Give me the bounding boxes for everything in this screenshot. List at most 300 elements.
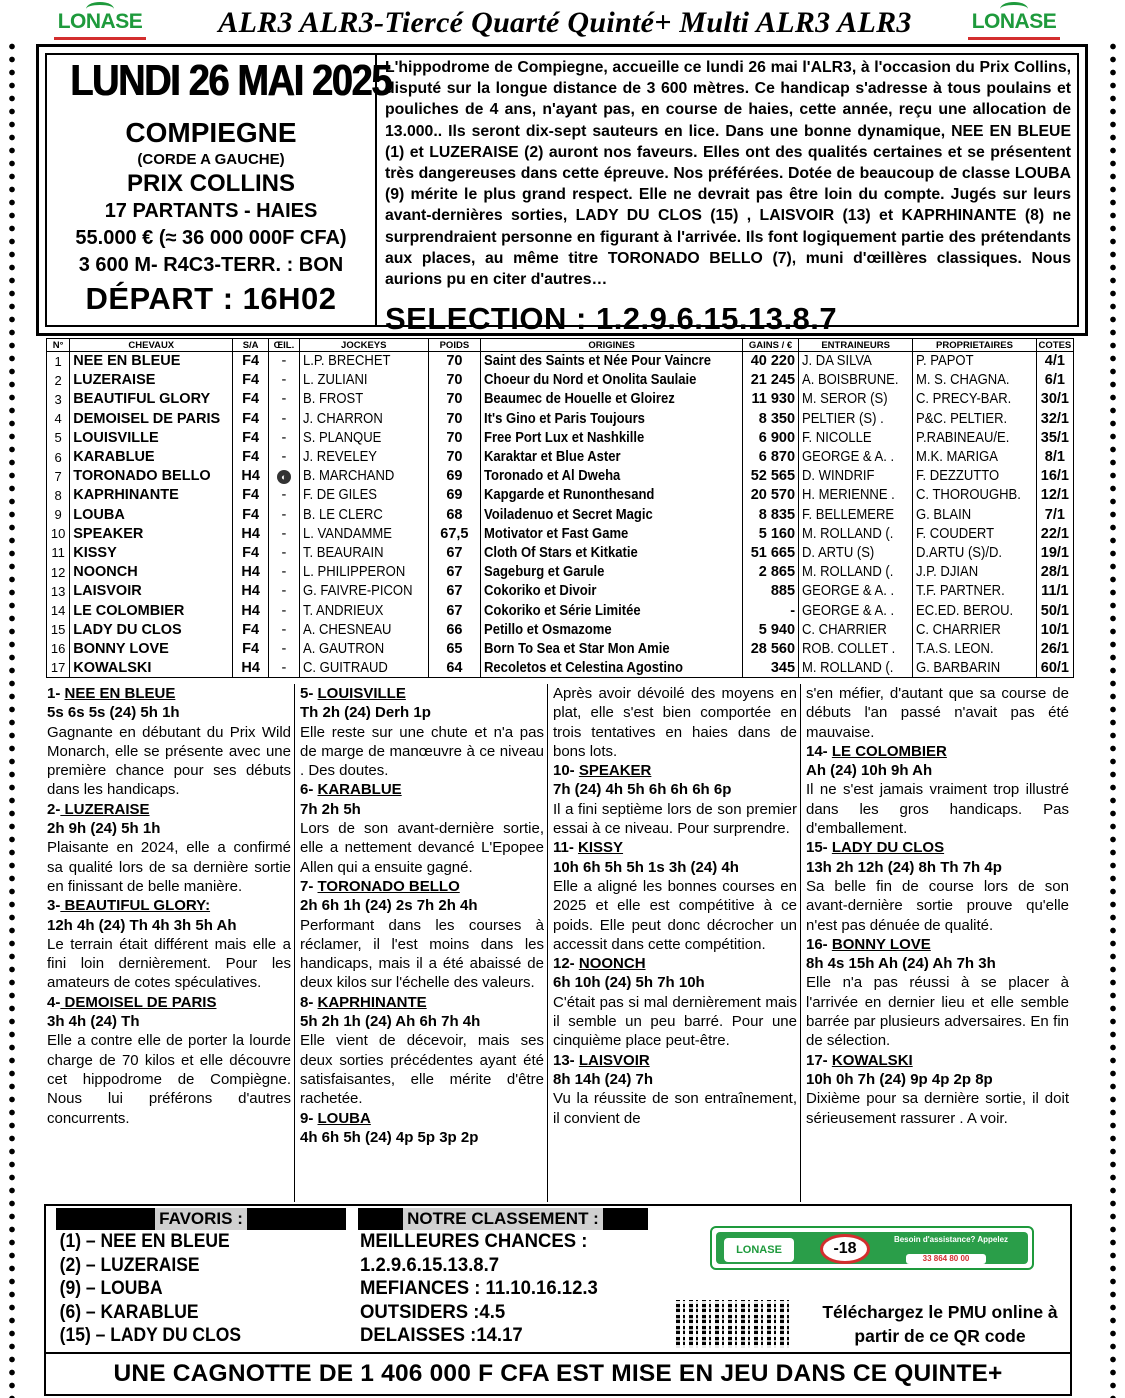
favorites-title: FAVORIS : (155, 1208, 247, 1230)
table-header-row (47, 339, 1074, 352)
commentary-continuation: Après avoir dévoilé des moyens en plat, elle s'est bien comportée en trois tentatives en haies dans de bons lots. (553, 685, 797, 760)
cell-jockey: S. PLANQUE (299, 428, 428, 447)
cell-trainer: ROB. COLLET . (799, 639, 913, 658)
cell-weight: 69 (428, 467, 481, 486)
favorite-item: (6) – KARABLUE (59, 1301, 199, 1323)
horse-heading: 10- SPEAKER (553, 762, 652, 780)
cell-trainer: D. WINDRIF (799, 467, 913, 486)
horse-heading: 5- LOUISVILLE (300, 685, 406, 702)
lonase-logo-left: LONASE (48, 8, 152, 42)
cell-owner: C. CHARRIER (913, 620, 1037, 639)
cell-sex-age: F4 (233, 620, 269, 639)
cell-origins: Voiladenuo et Secret Magic (481, 505, 743, 524)
table-row (47, 505, 1074, 524)
cell-jockey: J. REVELEY (299, 447, 428, 466)
cell-origins: Choeur du Nord et Onolita Saulaie (481, 371, 743, 390)
cell-odds: 60/1 (1036, 659, 1073, 678)
col-header: ŒIL. (268, 339, 299, 352)
cell-blinkers: - (268, 659, 299, 678)
horse-heading: 3- BEAUTIFUL GLORY: (47, 897, 211, 915)
cell-origins: Beaumec de Houelle et Gloirez (481, 390, 743, 409)
cell-owner: F. DEZZUTTO (913, 467, 1037, 486)
cell-origins: Free Port Lux et Nashkille (481, 428, 743, 447)
table-row (47, 409, 1074, 428)
cell-blinkers: - (268, 563, 299, 582)
col-header: S/A (233, 339, 269, 352)
horse-form: 2h 6h 1h (24) 2s 7h 2h 4h (300, 897, 478, 915)
horse-form: 7h 2h 5h (300, 800, 361, 818)
horse-heading: 11- KISSY (553, 839, 624, 857)
cell-jockey: L. VANDAMME (299, 524, 428, 543)
ranking-item: MEILLEURES CHANCES : (360, 1230, 588, 1252)
cell-owner: J.P. DJIAN (913, 563, 1037, 582)
table-row (47, 467, 1074, 486)
blinkers-icon: ◐ (268, 467, 299, 486)
cell-weight: 67 (428, 601, 481, 620)
table-row (47, 390, 1074, 409)
cell-owner: T.F. PARTNER. (913, 582, 1037, 601)
cell-trainer: GEORGE & A. . (799, 601, 913, 620)
horse-comment: Elle reste sur une chute et n'a pas de marge de manœuvre à ce niveau . Des doutes. (300, 723, 544, 780)
cell-jockey: B. FROST (299, 390, 428, 409)
commentary-column-3 (550, 684, 801, 1202)
favorite-item: (1) – NEE EN BLEUE (59, 1231, 230, 1252)
cell-odds: 12/1 (1036, 486, 1073, 505)
cell-horse: NEE EN BLEUE (70, 352, 233, 371)
cell-origins: Born To Sea et Star Mon Amie (481, 639, 743, 658)
horse-heading: 4- DEMOISEL DE PARIS (47, 993, 217, 1011)
cell-jockey: B. MARCHAND (299, 467, 428, 486)
assistance-phone: 33 864 80 00 (906, 1254, 986, 1264)
cell-origins: Cokoriko et Série Limitée (481, 601, 743, 620)
cell-sex-age: F4 (233, 371, 269, 390)
ranking-item: DELAISSES :14.17 (360, 1324, 523, 1346)
horse-form: Ah (24) 10h 9h Ah (806, 762, 933, 780)
cell-horse: LUZERAISE (70, 371, 233, 390)
horse-heading: 15- LADY DU CLOS (806, 839, 945, 857)
ranking-item: MEFIANCES : 11.10.16.12.3 (360, 1277, 598, 1299)
cell-sex-age: F4 (233, 447, 269, 466)
cell-owner: G. BARBARIN (913, 659, 1037, 678)
cell-number: 13 (47, 582, 70, 601)
cell-trainer: J. DA SILVA (799, 352, 913, 371)
horse-comment: Plaisante en 2024, elle a confirmé sa qualité lors de sa dernière sortie en finissant de belle manière. (47, 839, 291, 895)
cell-owner: P. PAPOT (913, 352, 1037, 371)
cell-trainer: M. SEROR (S) (799, 390, 913, 409)
race-presentation: L'hippodrome de Compiegne, accueille ce lundi 26 mai l'ALR3, à l'occasion du Prix Collins, disputé sur la longue distance de 3 600 mètres. Ce handicap s'adresse à tous poulains et pouliches de 4 ans, n'ayant pas, en course de haies, cette année, reçu une allocation de 13.000.. Ils seront dix-sept sauteurs en lice. Dans une bonne dynamique, NEE EN BLEUE (1) et LUZERAISE (2) auront nos faveurs. Elles ont des qualités certaines et se présentent très dangereuses dans cette épreuve. Nos préférées. Dotée de beaucoup de classe LOUBA (9) mérite le plus grand respect. Elle ne devrait pas être loin du compte. Jugés sur leurs avant-dernières sorties, LADY DU CLOS (15) , LAISVOIR (13) et KAPRHINANTE (8) ne surprendraient personne en figurant à l'arrivée. Ils font logiquement partie des prétendants aux places, au même titre TORONADO BELLO (7), muni d'œillères classiques. Nous aurions pu en citer d'autres… (385, 59, 1071, 289)
cell-horse: LE COLOMBIER (70, 601, 233, 620)
cell-odds: 35/1 (1036, 428, 1073, 447)
cell-earnings: 21 245 (743, 371, 799, 390)
cell-weight: 67,5 (428, 524, 481, 543)
table-row (47, 352, 1074, 371)
cell-trainer: GEORGE & A. . (799, 582, 913, 601)
col-header: COTES (1036, 339, 1073, 352)
cell-trainer: F. NICOLLE (799, 428, 913, 447)
horse-form: 6h 10h (24) 5h 7h 10h (553, 974, 705, 992)
cell-origins: Kapgarde et Runonthesand (481, 486, 743, 505)
horse-heading: 17- KOWALSKI (806, 1051, 913, 1069)
cell-weight: 64 (428, 659, 481, 678)
cell-trainer: GEORGE & A. . (799, 447, 913, 466)
cell-trainer: M. ROLLAND (. (799, 563, 913, 582)
cell-origins: Toronado et Al Dweha (481, 467, 743, 486)
venue: COMPIEGNE (125, 117, 297, 148)
race-summary (47, 55, 391, 325)
cell-jockey: L. ZULIANI (299, 371, 428, 390)
col-header: JOCKEYS (299, 339, 428, 352)
cell-owner: G. BLAIN (913, 505, 1037, 524)
cell-jockey: L. PHILIPPERON (299, 563, 428, 582)
horse-form: 8h 4s 15h Ah (24) Ah 7h 3h (806, 955, 996, 973)
commentary-column-1 (44, 684, 295, 1202)
commentary-continuation: s'en méfier, d'autant que sa course de débuts l'an passé n'avait pas été mauvaise. (806, 685, 1069, 741)
horse-heading: 7- TORONADO BELLO (300, 877, 460, 895)
cell-blinkers: - (268, 390, 299, 409)
cell-sex-age: H4 (233, 582, 269, 601)
lonase-logo-small: LONASE (724, 1238, 794, 1262)
cell-odds: 16/1 (1036, 467, 1073, 486)
table-row (47, 486, 1074, 505)
horse-comment: Elle n'a pas réussi à se placer à l'arrivée en dernier lieu et elle semble barrée par plusieurs adversaires. En fin de sélection. (806, 974, 1069, 1050)
cell-jockey: A. GAUTRON (299, 639, 428, 658)
cell-trainer: C. CHARRIER (799, 620, 913, 639)
horse-form: 7h (24) 4h 5h 6h 6h 6h 6p (553, 781, 732, 799)
cell-origins: Cokoriko et Divoir (481, 582, 743, 601)
horse-form: Th 2h (24) Derh 1p (300, 704, 431, 722)
ranking-item: 1.2.9.6.15.13.8.7 (360, 1253, 500, 1276)
col-header: CHEVAUX (70, 339, 233, 352)
col-header: PROPRIETAIRES (913, 339, 1037, 352)
table-row (47, 371, 1074, 390)
cell-odds: 10/1 (1036, 620, 1073, 639)
favorites-panel (56, 1208, 346, 1348)
cell-origins: Karaktar et Blue Aster (481, 447, 743, 466)
cell-horse: KAPRHINANTE (70, 486, 233, 505)
horse-comment: Il ne s'est jamais vraiment trop illustré dans les gros handicaps. Pas d'emballement. (806, 781, 1069, 838)
distance-info: 3 600 M- R4C3-TERR. : BON (78, 254, 344, 276)
cell-blinkers: - (268, 428, 299, 447)
cell-origins: Motivator et Fast Game (481, 524, 743, 543)
horse-heading: 16- BONNY LOVE (806, 935, 931, 953)
cell-sex-age: F4 (233, 505, 269, 524)
cell-earnings: 6 870 (743, 447, 799, 466)
horse-form: 12h 4h (24) Th 4h 3h 5h Ah (47, 916, 237, 934)
cell-blinkers: - (268, 620, 299, 639)
cell-origins: It's Gino et Paris Toujours (481, 409, 743, 428)
cell-number: 10 (47, 524, 70, 543)
horse-form: 3h 4h (24) Th (47, 1013, 140, 1031)
cell-number: 5 (47, 428, 70, 447)
cell-sex-age: H4 (233, 601, 269, 620)
horse-form: 5s 6s 5s (24) 5h 1h (47, 704, 180, 722)
cell-earnings: 8 835 (743, 505, 799, 524)
horse-heading: 14- LE COLOMBIER (806, 742, 947, 760)
cell-sex-age: H4 (233, 563, 269, 582)
cell-number: 14 (47, 601, 70, 620)
cell-jockey: J. CHARRON (299, 409, 428, 428)
cell-owner: C. PRECY-BAR. (913, 390, 1037, 409)
cell-earnings: - (743, 601, 799, 620)
cell-owner: M. S. CHAGNA. (913, 371, 1037, 390)
horse-comment: Elle a aligné les bonnes courses en 2025 et elle est compétitive à ce poids. Elle peut donc décrocher un accessit dans cette compétition. (553, 877, 797, 953)
cell-trainer: H. MERIENNE . (799, 486, 913, 505)
cell-odds: 22/1 (1036, 524, 1073, 543)
table-row (47, 543, 1074, 562)
cell-horse: LADY DU CLOS (70, 620, 233, 639)
cell-odds: 11/1 (1036, 582, 1073, 601)
horse-form: 5h 2h 1h (24) Ah 6h 7h 4h (300, 1013, 481, 1031)
cell-weight: 69 (428, 486, 481, 505)
cell-trainer: F. BELLEMERE (799, 505, 913, 524)
track-direction: (CORDE A GAUCHE) (137, 151, 285, 168)
table-row (47, 601, 1074, 620)
cell-odds: 32/1 (1036, 409, 1073, 428)
cell-origins: Petillo et Osmazome (481, 620, 743, 639)
cell-weight: 70 (428, 409, 481, 428)
cell-jockey: G. FAIVRE-PICON (299, 582, 428, 601)
cell-earnings: 51 665 (743, 543, 799, 562)
horse-form: 13h 2h 12h (24) 8h Th 7h 4p (806, 858, 1002, 876)
favorite-item: (2) – LUZERAISE (59, 1254, 200, 1276)
cell-horse: LAISVOIR (70, 582, 233, 601)
horse-heading: 2- LUZERAISE (47, 800, 150, 818)
cell-owner: C. THOROUGHB. (913, 486, 1037, 505)
cell-sex-age: H4 (233, 467, 269, 486)
lonase-logo-right: LONASE (962, 8, 1066, 42)
cell-trainer: D. ARTU (S) (799, 543, 913, 562)
cell-sex-age: F4 (233, 639, 269, 658)
horse-form: 8h 14h (24) 7h (553, 1070, 654, 1088)
cell-weight: 66 (428, 620, 481, 639)
cell-trainer: M. ROLLAND (. (799, 659, 913, 678)
cell-number: 1 (47, 352, 70, 371)
cell-origins: Cloth Of Stars et Kitkatie (481, 543, 743, 562)
cell-trainer: A. BOISBRUNE. (799, 371, 913, 390)
cell-owner: P.RABINEAU/E. (913, 428, 1037, 447)
selection: SELECTION : 1.2.9.6.15.13.8.7 (385, 301, 838, 336)
cell-odds: 7/1 (1036, 505, 1073, 524)
cell-sex-age: F4 (233, 428, 269, 447)
assistance-banner[interactable] (710, 1226, 1034, 1270)
table-row (47, 620, 1074, 639)
favorite-item: (15) – LADY DU CLOS (59, 1325, 241, 1346)
favorite-item: (9) – LOUBA (59, 1278, 163, 1299)
table-row (47, 582, 1074, 601)
cell-earnings: 5 160 (743, 524, 799, 543)
race-info-box (36, 44, 1088, 336)
cell-odds: 50/1 (1036, 601, 1073, 620)
qr-code-icon[interactable] (676, 1300, 792, 1348)
cell-weight: 67 (428, 543, 481, 562)
horse-heading: 1- NEE EN BLEUE (47, 685, 176, 702)
cell-blinkers: - (268, 543, 299, 562)
qr-download-text: Téléchargez le PMU online à partir de ce QR code (822, 1302, 1058, 1346)
race-name: PRIX COLLINS (126, 170, 295, 197)
cell-blinkers: - (268, 352, 299, 371)
cell-earnings: 11 930 (743, 390, 799, 409)
cell-number: 9 (47, 505, 70, 524)
predictions-box (44, 1204, 1072, 1396)
cell-blinkers: - (268, 409, 299, 428)
horse-comment: Gagnante en débutant du Prix Wild Monarch, elle se présente avec une première chance pour ses débuts dans les handicaps. (47, 723, 291, 799)
horse-heading: 12- NOONCH (553, 955, 646, 973)
jackpot-banner: UNE CAGNOTTE DE 1 406 000 F CFA EST MISE EN JEU DANS CE QUINTE+ (46, 1352, 1070, 1394)
horse-comment: Elle a contre elle de porter la lourde charge de 70 kilos et elle découvre cet hippodrome de Compiègne. Nous lui préférons d'autres concurrents. (47, 1032, 291, 1127)
cell-number: 12 (47, 563, 70, 582)
cell-earnings: 6 900 (743, 428, 799, 447)
cell-horse: TORONADO BELLO (70, 467, 233, 486)
cell-horse: BEAUTIFUL GLORY (70, 390, 233, 409)
horse-heading: 13- LAISVOIR (553, 1051, 650, 1069)
cell-owner: M.K. MARIGA (913, 447, 1037, 466)
horse-comment: Il a fini septième lors de son premier essai à ce niveau. Pour surprendre. (553, 800, 797, 838)
cell-blinkers: - (268, 524, 299, 543)
commentary-column-4 (803, 684, 1072, 1202)
cell-sex-age: F4 (233, 409, 269, 428)
cell-jockey: B. LE CLERC (299, 505, 428, 524)
commentary-section (44, 684, 1072, 1202)
cell-jockey: F. DE GILES (299, 486, 428, 505)
cell-owner: D.ARTU (S)/D. (913, 543, 1037, 562)
horse-comment: C'était pas si mal dernièrement mais il semble un peu barré. Pour une cinquième place peut-être. (553, 993, 797, 1050)
cell-odds: 28/1 (1036, 563, 1073, 582)
cell-blinkers: - (268, 582, 299, 601)
runners-count: 17 PARTANTS - HAIES (104, 200, 318, 222)
horse-comment: Sa belle fin de course lors de son avant-dernière sortie prouve qu'elle n'est pas dénuée de qualité. (806, 877, 1069, 934)
left-dotted-border (8, 40, 16, 1398)
cell-owner: EC.ED. BEROU. (913, 601, 1037, 620)
horse-form: 2h 9h (24) 5h 1h (47, 820, 161, 838)
cell-earnings: 885 (743, 582, 799, 601)
cell-earnings: 8 350 (743, 409, 799, 428)
cell-number: 7 (47, 467, 70, 486)
horse-heading: 8- KAPRHINANTE (300, 993, 427, 1011)
cell-weight: 70 (428, 447, 481, 466)
cell-owner: T.A.S. LEON. (913, 639, 1037, 658)
horse-comment: Elle vient de décevoir, mais ses deux sorties précédentes ayant été satisfaisantes, elle mérite d'être rachetée. (300, 1032, 544, 1108)
cell-odds: 8/1 (1036, 447, 1073, 466)
horse-comment: Le terrain était différent mais elle a fini loin dernièrement. Pour les amateurs de cotes spéculatives. (47, 935, 291, 992)
cell-number: 16 (47, 639, 70, 658)
cell-earnings: 5 940 (743, 620, 799, 639)
cell-blinkers: - (268, 447, 299, 466)
ranking-title: NOTRE CLASSEMENT : (403, 1208, 603, 1230)
cell-earnings: 345 (743, 659, 799, 678)
table-row (47, 447, 1074, 466)
table-row (47, 524, 1074, 543)
table-row (47, 639, 1074, 658)
ranking-panel (358, 1208, 648, 1348)
cell-jockey: T. ANDRIEUX (299, 601, 428, 620)
cell-horse: KARABLUE (70, 447, 233, 466)
cell-weight: 70 (428, 390, 481, 409)
cell-jockey: A. CHESNEAU (299, 620, 428, 639)
cell-weight: 70 (428, 428, 481, 447)
bet-types-banner: ALR3 ALR3-Tiercé Quarté Quinté+ Multi ALR3 ALR3 (218, 6, 912, 39)
cell-weight: 68 (428, 505, 481, 524)
cell-jockey: T. BEAURAIN (299, 543, 428, 562)
col-header: GAINS / € (743, 339, 799, 352)
cell-blinkers: - (268, 505, 299, 524)
horse-heading: 6- KARABLUE (300, 781, 402, 799)
cell-owner: F. COUDERT (913, 524, 1037, 543)
horse-form: 4h 6h 5h (24) 4p 5p 3p 2p (300, 1128, 479, 1146)
horse-comment: Dixième pour sa dernière sortie, il doit sérieusement rassurer . A voir. (806, 1090, 1069, 1127)
cell-weight: 67 (428, 563, 481, 582)
horse-comment: Vu la réussite de son entraînement, il convient de (553, 1090, 797, 1127)
cell-sex-age: H4 (233, 524, 269, 543)
cell-blinkers: - (268, 371, 299, 390)
cell-sex-age: F4 (233, 390, 269, 409)
commentary-column-2 (297, 684, 548, 1202)
horse-heading: 9- LOUBA (300, 1109, 371, 1127)
cell-earnings: 52 565 (743, 467, 799, 486)
cell-horse: KOWALSKI (70, 659, 233, 678)
cell-earnings: 28 560 (743, 639, 799, 658)
cell-jockey: C. GUITRAUD (299, 659, 428, 678)
cell-earnings: 40 220 (743, 352, 799, 371)
cell-owner: P&C. PELTIER. (913, 409, 1037, 428)
cell-odds: 4/1 (1036, 352, 1073, 371)
col-header: ENTRAINEURS (799, 339, 913, 352)
cell-trainer: M. ROLLAND (. (799, 524, 913, 543)
horse-comment: Lors de son avant-dernière sortie, elle a nettement devancé L'Epopee Allen qui a ensuite gagné. (300, 820, 544, 876)
cell-number: 3 (47, 390, 70, 409)
cell-horse: SPEAKER (70, 524, 233, 543)
cell-origins: Saint des Saints et Née Pour Vaincre (481, 352, 743, 371)
cell-number: 2 (47, 371, 70, 390)
cell-sex-age: F4 (233, 543, 269, 562)
table-row (47, 428, 1074, 447)
cell-jockey: L.P. BRECHET (299, 352, 428, 371)
ranking-item: OUTSIDERS :4.5 (360, 1300, 506, 1323)
cell-horse: LOUBA (70, 505, 233, 524)
cell-weight: 70 (428, 371, 481, 390)
cell-blinkers: - (268, 601, 299, 620)
cell-horse: BONNY LOVE (70, 639, 233, 658)
cell-horse: NOONCH (70, 563, 233, 582)
cell-sex-age: F4 (233, 486, 269, 505)
cell-trainer: PELTIER (S) . (799, 409, 913, 428)
col-header: ORIGINES (481, 339, 743, 352)
cell-number: 17 (47, 659, 70, 678)
table-row (47, 659, 1074, 678)
cell-weight: 70 (428, 352, 481, 371)
cell-number: 6 (47, 447, 70, 466)
col-header: POIDS (428, 339, 481, 352)
cell-weight: 67 (428, 582, 481, 601)
race-date: LUNDI 26 MAI 2025 (69, 56, 391, 105)
cell-number: 4 (47, 409, 70, 428)
cell-horse: KISSY (70, 543, 233, 562)
cell-blinkers: - (268, 486, 299, 505)
cell-origins: Recoletos et Celestina Agostino (481, 659, 743, 678)
horse-comment: Performant dans les courses à réclamer, il l'est moins dans les handicaps, mais il a été abaissé de deux kilos sur l'échelle des valeurs. (300, 916, 544, 992)
cell-number: 11 (47, 543, 70, 562)
cell-odds: 19/1 (1036, 543, 1073, 562)
age-restriction-icon: -18 (820, 1234, 870, 1264)
cell-origins: Sageburg et Garule (481, 563, 743, 582)
cell-odds: 26/1 (1036, 639, 1073, 658)
prize-money: 55.000 € (≈ 36 000 000F CFA) (75, 227, 347, 249)
cell-sex-age: H4 (233, 659, 269, 678)
table-row (47, 563, 1074, 582)
cell-weight: 65 (428, 639, 481, 658)
cell-earnings: 20 570 (743, 486, 799, 505)
start-time: DÉPART : 16H02 (85, 281, 337, 316)
cell-blinkers: - (268, 639, 299, 658)
